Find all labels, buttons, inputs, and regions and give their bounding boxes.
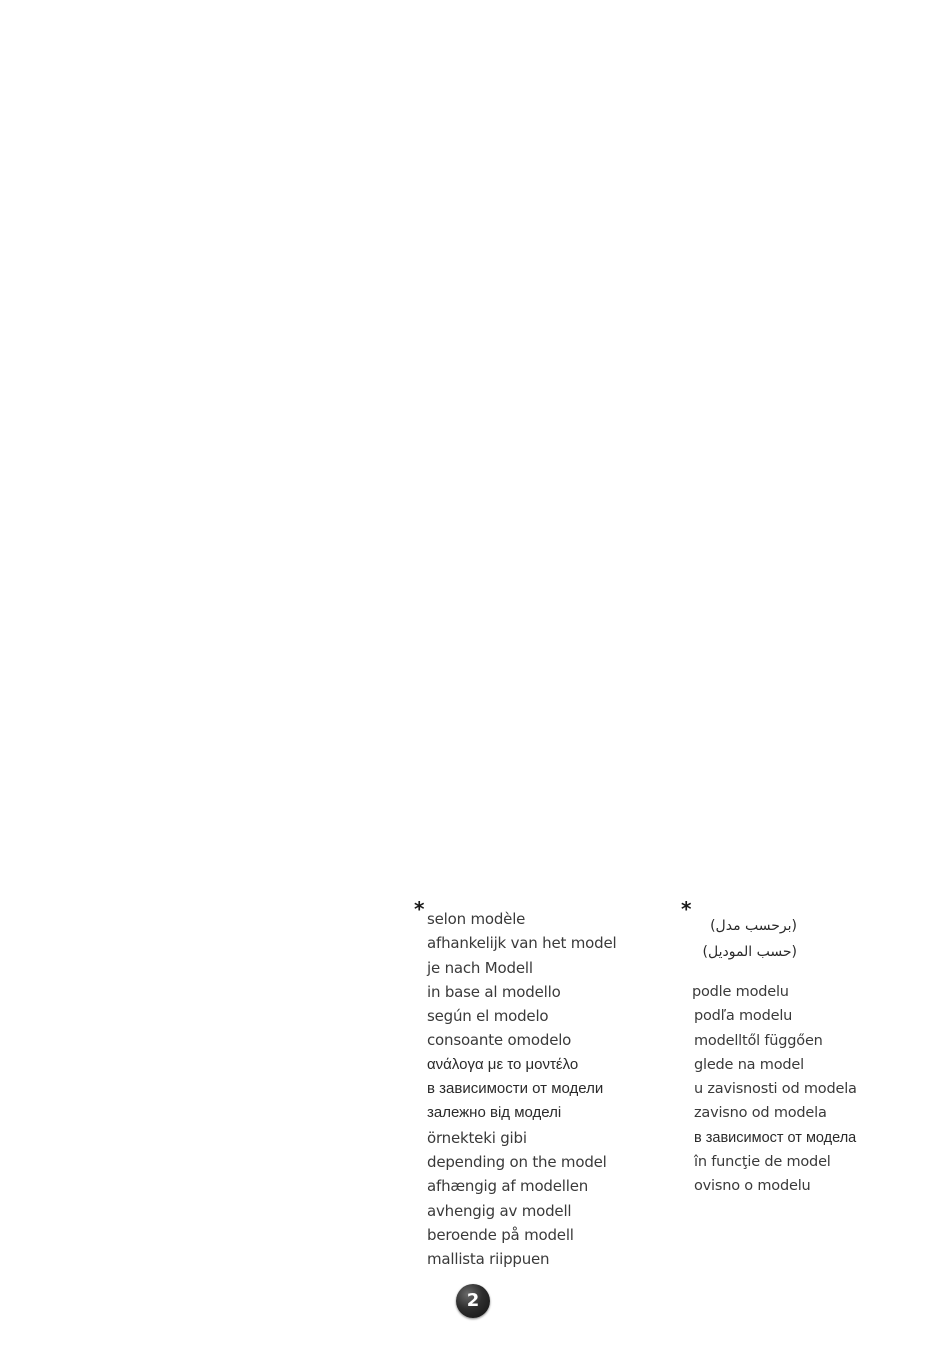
translation-pt: consoante omodelo (427, 1031, 572, 1050)
translation-el: ανάλογα με το μοντέλο (427, 1055, 579, 1073)
footnote-asterisk-right: * (681, 897, 692, 921)
page-number-badge: 2 (456, 1284, 490, 1318)
translation-fr: selon modèle (427, 910, 526, 928)
translation-bs: zavisno od modela (694, 1105, 827, 1122)
translation-tr: örnekteki gibi (427, 1128, 527, 1147)
translation-cs: podle modelu (692, 984, 789, 1000)
translation-hr: ovisno o modelu (694, 1178, 811, 1195)
translation-it: in base al modello (427, 982, 561, 1001)
translation-en: depending on the model (427, 1152, 607, 1171)
translation-sl: glede na model (694, 1056, 804, 1073)
translations-left-column (427, 907, 616, 1271)
translation-bg: в зависимост от модела (694, 1129, 857, 1146)
translation-fa: (برحسب مدل) (710, 918, 797, 934)
translation-es: según el modelo (427, 1007, 549, 1026)
translation-nl: afhankelijk van het model (427, 934, 617, 953)
translation-da: afhængig af modellen (427, 1177, 589, 1196)
translation-hu: modelltől függően (694, 1032, 823, 1049)
translation-uk: залежно від моделі (427, 1104, 562, 1122)
translation-sv: beroende på modell (427, 1225, 574, 1244)
translations-right-column (694, 980, 857, 1199)
translation-no: avhengig av modell (427, 1201, 572, 1220)
translation-ar: (حسب الموديل) (702, 944, 797, 960)
translation-sk: podľa modelu (694, 1008, 793, 1025)
translation-ru: в зависимости от модели (427, 1080, 604, 1098)
translation-de: je nach Modell (427, 958, 533, 977)
footnote-asterisk-left: * (414, 897, 425, 921)
translation-ro: în funcţie de model (694, 1154, 831, 1171)
translation-sr: u zavisnosti od modela (694, 1081, 857, 1098)
translation-fi: mallista riippuen (427, 1250, 550, 1269)
